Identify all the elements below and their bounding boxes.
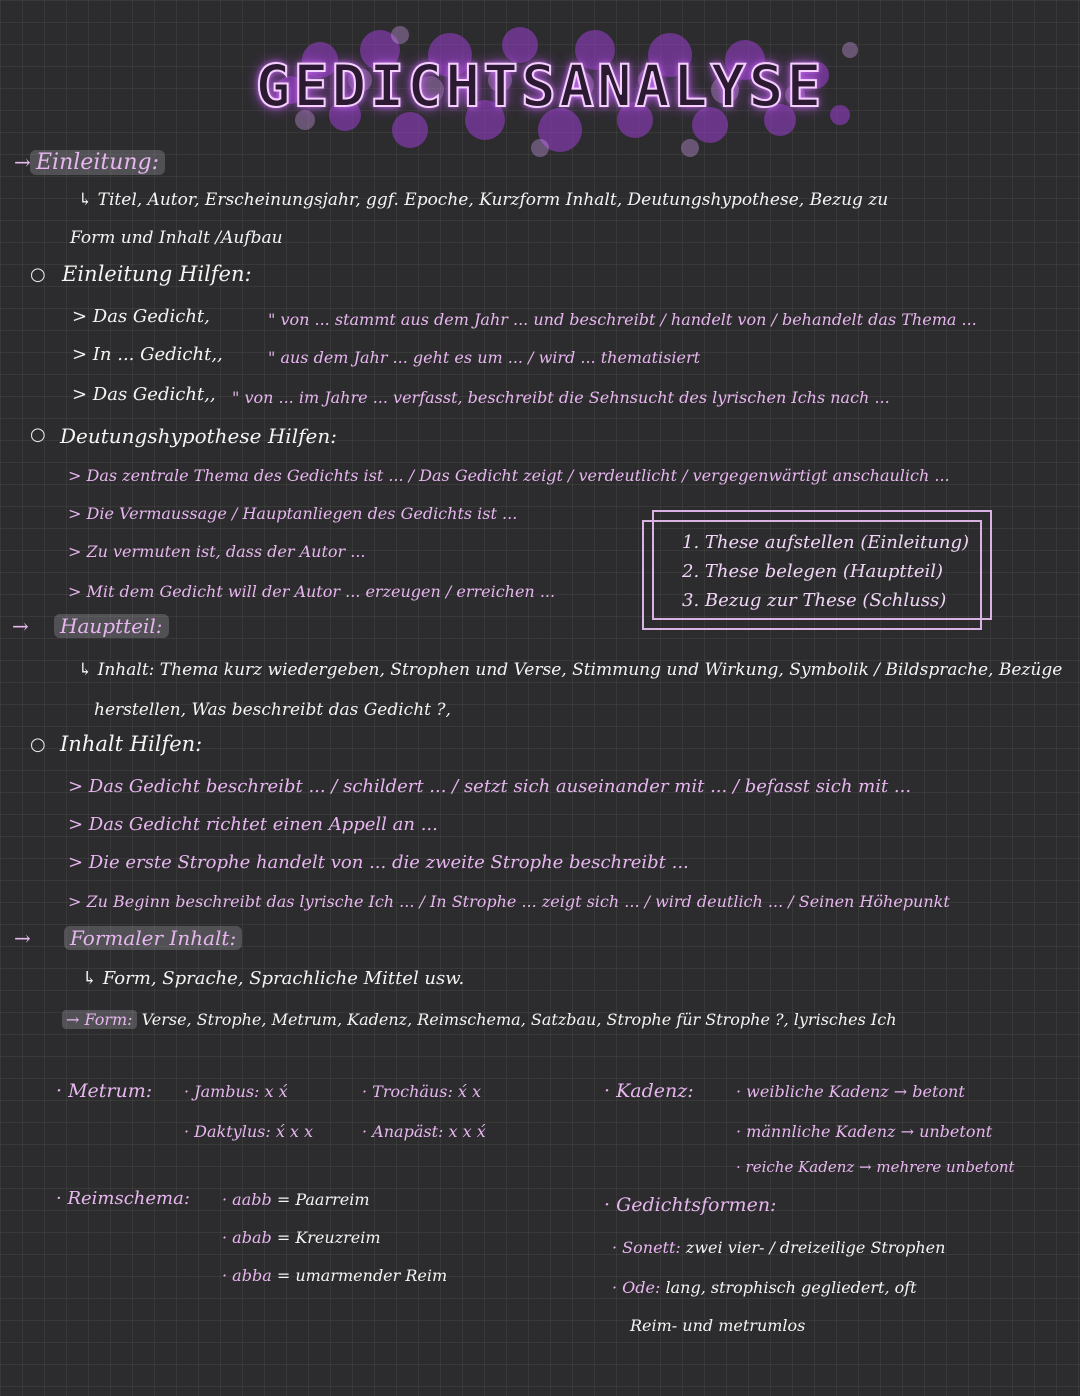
reim-code: · aabb [222,1190,272,1209]
bullet-icon: ○ [30,264,46,285]
thesis-step-3: 3. Bezug zur These (Schluss) [682,590,947,611]
einleitung-hilfe-1b: " von ... stammt aus dem Jahr ... und beschreibt / handelt von / behandelt das Thema ... [268,310,977,329]
reimschema-item-1 [222,1190,370,1209]
reim-sep: = [276,1266,291,1285]
reim-name: Paarreim [295,1190,370,1209]
section-heading-hauptteil [54,614,169,638]
thesis-step-1: 1. These aufstellen (Einleitung) [682,532,969,553]
hauptteil-line-1: ↳ Inhalt: Thema kurz wiedergeben, Strophen und Verse, Stimmung und Wirkung, Symbolik / Bildsprache, Bezüge [78,660,1063,680]
form-text: Verse, Strophe, Metrum, Kadenz, Reimschema, Satzbau, Strophe für Strophe ?, lyrisches Ich [141,1010,897,1029]
deutung-hilfen-heading: Deutungshypothese Hilfen: [60,424,337,448]
reim-name: umarmender Reim [295,1266,448,1285]
gedichtsform-sonett [612,1238,945,1257]
form-row [62,1010,897,1029]
gedichtsform-ode [612,1278,917,1297]
kadenz-maennlich: · männliche Kadenz → unbetont [736,1122,993,1141]
deutung-hilfe-1: > Das zentrale Thema des Gedichts ist ... / Das Gedicht zeigt / verdeutlicht / vergegenwärtigt anschaulich ... [68,466,950,485]
einleitung-hilfe-1a: > Das Gedicht, [72,306,210,327]
inhalt-hilfe-1-text: > Das Gedicht beschreibt ... / schildert ... / setzt sich auseinander mit ... / befasst sich mit ... [68,776,912,797]
inhalt-hilfen-heading: Inhalt Hilfen: [60,732,203,756]
reimschema-item-3 [222,1266,447,1285]
deutung-hilfe-4: > Mit dem Gedicht will der Autor ... erzeugen / erreichen ... [68,582,556,601]
reim-code: · abab [222,1228,272,1247]
arrow-icon: → [12,614,29,638]
bullet-icon: ○ [30,424,46,445]
section-heading-formaler-inhalt [64,926,242,950]
thesis-lines [682,528,969,615]
einleitung-line-1: ↳ Titel, Autor, Erscheinungsjahr, ggf. Epoche, Kurzform Inhalt, Deutungshypothese, Bezug zu [78,190,889,210]
metrum-anapaest: · Anapäst: x x x́ [362,1122,486,1141]
inhalt-hilfe-3: > Die erste Strophe handelt von ... die zweite Strophe beschreibt ... [68,852,689,873]
form-desc: zwei vier- / dreizeilige Strophen [685,1238,946,1257]
arrow-icon: → [14,926,31,950]
thesis-step-2: 2. These belegen (Hauptteil) [682,561,944,582]
inhalt-hilfe-2: > Das Gedicht richtet einen Appell an ... [68,814,438,835]
metrum-trochaeus: · Trochäus: x́ x [362,1082,482,1101]
inhalt-hilfe-4: > Zu Beginn beschreibt das lyrische Ich ... / In Strophe ... zeigt sich ... / wird deutlich ... / Seinen Höhepunkt [68,892,950,911]
heading-label: Einleitung: [36,150,160,175]
kadenz-label: · Kadenz: [604,1080,694,1102]
reim-sep: = [276,1228,291,1247]
metrum-daktylus: · Daktylus: x́ x x [184,1122,314,1141]
reim-name: Kreuzreim [295,1228,381,1247]
heading-label: Hauptteil: [60,614,163,638]
reimschema-label: · Reimschema: [56,1188,190,1209]
form-name: · Sonett: [612,1238,681,1257]
heading-label: Formaler Inhalt: [70,926,237,950]
hauptteil-line-2: herstellen, Was beschreibt das Gedicht ?, [94,700,451,720]
gedichtsformen-label: · Gedichtsformen: [604,1194,777,1216]
einleitung-line-2: Form und Inhalt /Aufbau [70,228,283,248]
metrum-label: · Metrum: [56,1080,153,1102]
arrow-icon: → [14,150,31,174]
deutung-hilfe-3: > Zu vermuten ist, dass der Autor ... [68,542,366,561]
page-title: GEDICHTSANALYSE [255,52,825,120]
bullet-icon: ○ [30,734,46,755]
form-name: · Ode: [612,1278,661,1297]
einleitung-hilfe-3b: " von ... im Jahre ... verfasst, beschreibt die Sehnsucht des lyrischen Ichs nach ... [232,388,890,407]
einleitung-hilfe-2a: > In ... Gedicht,, [72,344,223,365]
inhalt-hilfe-1 [68,776,911,797]
form-label: → Form: [62,1010,137,1029]
einleitung-hilfe-2b: " aus dem Jahr ... geht es um ... / wird ... thematisiert [268,348,701,367]
einleitung-hilfe-3a: > Das Gedicht,, [72,384,216,405]
thesis-box [642,510,990,630]
einleitung-hilfen-heading [62,262,252,286]
gedichtsform-ode-cont: Reim- und metrumlos [630,1316,806,1335]
kadenz-weiblich: · weibliche Kadenz → betont [736,1082,965,1101]
metrum-jambus: · Jambus: x x́ [184,1082,288,1101]
kadenz-reich: · reiche Kadenz → mehrere unbetont [736,1158,1015,1176]
reim-code: · abba [222,1266,272,1285]
heading-label: Einleitung Hilfen: [62,262,252,286]
reimschema-item-2 [222,1228,381,1247]
section-heading-einleitung [30,150,165,175]
deutung-hilfe-2: > Die Vermaussage / Hauptanliegen des Gedichts ist ... [68,504,518,523]
form-desc: lang, strophisch gegliedert, oft [665,1278,917,1297]
formaler-inhalt-line-1: ↳ Form, Sprache, Sprachliche Mittel usw. [82,968,465,989]
reim-sep: = [276,1190,291,1209]
